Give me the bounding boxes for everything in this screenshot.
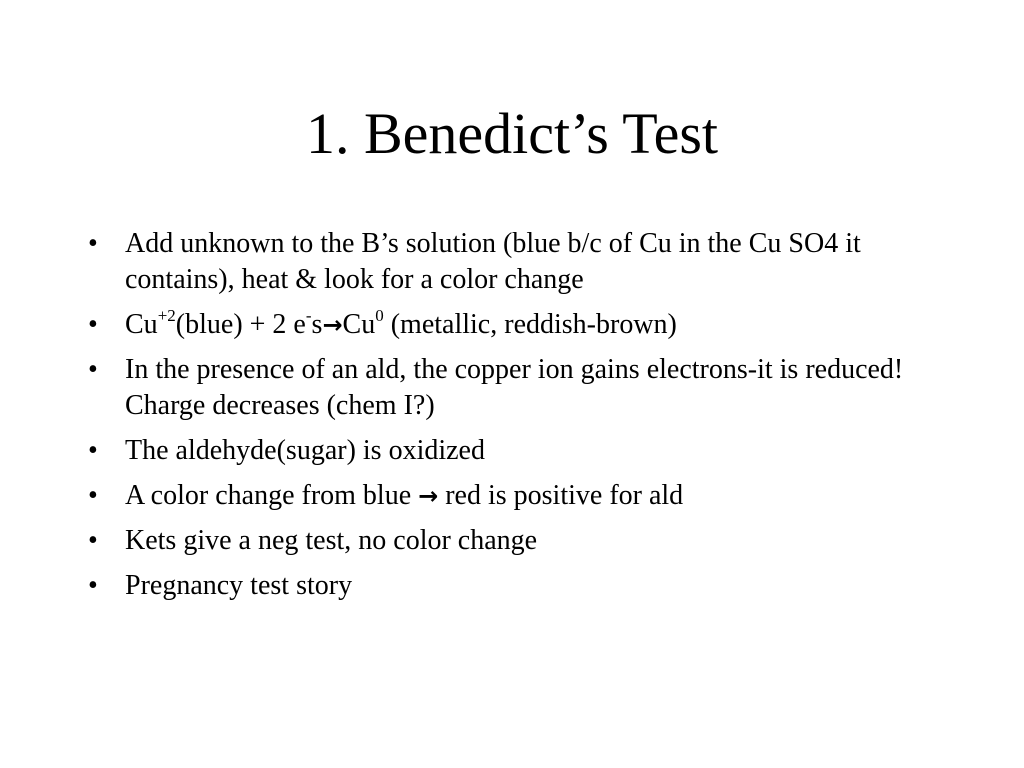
bullet-icon: • [88, 525, 98, 556]
bullet-item [88, 433, 948, 469]
bullet-item [88, 568, 948, 604]
color-change-after: red is positive for ald [438, 480, 684, 511]
copper-charge: +2 [157, 305, 176, 325]
slide-title: 1. Benedict’s Test [305, 101, 719, 166]
bullet-icon: • [88, 228, 98, 259]
copper-product-charge: 0 [375, 305, 384, 325]
color-change-before: A color change from blue [125, 480, 419, 511]
electron-charge: - [305, 305, 312, 325]
bullet-text: Pregnancy test story [125, 570, 353, 601]
bullet-icon: • [88, 570, 98, 601]
bullet-item [88, 307, 948, 343]
bullet-text: Add unknown to the B’s solution (blue b/c of Cu in the Cu SO4 it contains), heat & look for a color change [125, 228, 861, 295]
bullet-text: The aldehyde(sugar) is oxidized [125, 435, 485, 466]
bullet-icon: • [88, 354, 98, 385]
equation-product-description: (metallic, reddish-brown) [383, 309, 677, 340]
copper-product-symbol: Cu [342, 309, 376, 340]
bullet-list [88, 226, 948, 613]
copper-symbol: Cu [125, 309, 158, 340]
bullet-icon: • [88, 480, 98, 511]
right-arrow-icon: → [322, 311, 343, 339]
bullet-icon: • [88, 309, 98, 340]
equation-s: s [311, 309, 323, 340]
bullet-item [88, 478, 948, 514]
right-arrow-icon: → [418, 482, 439, 510]
bullet-text: In the presence of an ald, the copper ion gains electrons-it is reduced! Charge decreases (chem I?) [125, 354, 904, 421]
bullet-item [88, 523, 948, 559]
bullet-text [125, 480, 683, 511]
bullet-item [88, 226, 948, 298]
bullet-icon: • [88, 435, 98, 466]
bullet-text [125, 305, 677, 340]
equation-reactants: (blue) + 2 e [175, 309, 306, 340]
bullet-item [88, 352, 948, 424]
bullet-text: Kets give a neg test, no color change [125, 525, 538, 556]
